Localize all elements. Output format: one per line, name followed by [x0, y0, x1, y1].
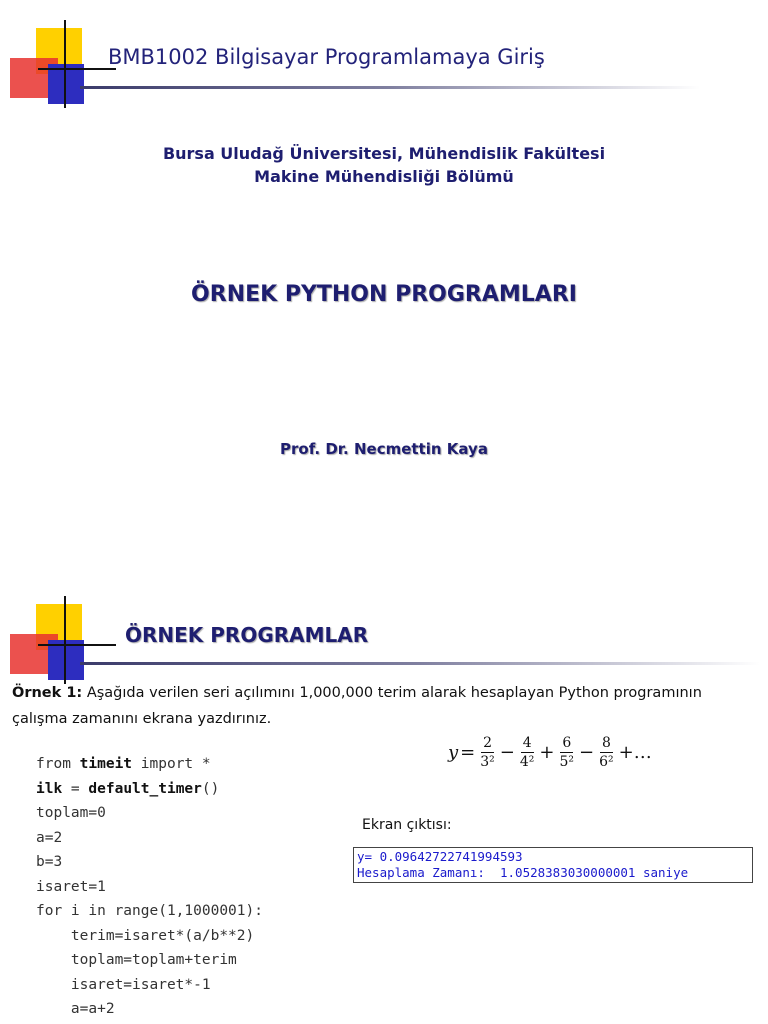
code-line: [36, 850, 263, 875]
formula-fraction: [520, 734, 535, 771]
code-text: from: [36, 756, 80, 772]
code-keyword: default_timer: [88, 780, 202, 797]
code-text: (): [201, 780, 220, 797]
task-text: Aşağıda verilen seri açılımını 1,000,000 terim alarak hesaplayan Python programının çalışma zamanını ekrana yazdırınız.: [12, 685, 702, 727]
title-divider: [80, 662, 760, 665]
fraction-denominator: 5²: [559, 753, 575, 770]
formula-equals: =: [460, 741, 476, 763]
formula-operator: −: [579, 741, 595, 763]
fraction-numerator: 2: [483, 734, 492, 751]
code-line: [36, 973, 263, 998]
formula-operator: −: [499, 741, 515, 763]
code-line: [36, 875, 263, 900]
code-line: [36, 997, 263, 1022]
code-text: =: [62, 780, 89, 797]
code-text: a=2: [36, 829, 63, 846]
code-line: [36, 826, 263, 851]
code-line: [36, 899, 263, 924]
fraction-numerator: 6: [562, 734, 572, 751]
slide-title: ÖRNEK PROGRAMLAR: [125, 623, 369, 647]
fraction-denominator: 3²: [480, 753, 495, 770]
task-description: [12, 680, 752, 732]
formula-operator: +: [539, 741, 555, 763]
fraction-denominator: 4²: [519, 753, 535, 770]
code-text: for i in range(1,1000001):: [36, 903, 263, 919]
code-line: [36, 948, 263, 973]
fraction-numerator: 8: [601, 734, 611, 751]
code-text: isaret=1: [36, 878, 106, 895]
code-text: isaret=isaret*-1: [36, 976, 211, 993]
corner-decoration: [10, 20, 120, 130]
main-title: ÖRNEK PYTHON PROGRAMLARI: [191, 282, 577, 307]
code-text: b=3: [36, 854, 63, 870]
fraction-numerator: 4: [522, 734, 532, 751]
output-line: y= 0.09642722741994593: [357, 849, 523, 864]
formula-fraction: [560, 734, 575, 771]
code-line: [36, 752, 263, 777]
code-line: [36, 924, 263, 949]
code-line: [36, 777, 263, 802]
code-text: terim=isaret*(a/b**2): [36, 927, 255, 944]
title-divider: [80, 86, 700, 89]
code-block: [36, 752, 263, 1022]
example-slide: [0, 560, 768, 1024]
university-block: [0, 142, 768, 188]
output-console: [353, 847, 753, 883]
code-text: import *: [132, 756, 211, 772]
university-name: Bursa Uludağ Üniversitesi, Mühendislik Fakültesi: [162, 144, 606, 163]
output-line: Hesaplama Zamanı: 1.0528383030000001 saniye: [357, 865, 689, 880]
course-title: BMB1002 Bilgisayar Programlamaya Giriş: [108, 45, 545, 69]
task-label: Örnek 1:: [12, 685, 83, 701]
code-text: a=a+2: [36, 1001, 115, 1017]
code-text: toplam=toplam+terim: [36, 952, 237, 968]
output-label: Ekran çıktısı:: [362, 817, 452, 833]
code-keyword: timeit: [79, 756, 133, 772]
formula-tail: +…: [618, 741, 652, 763]
code-text: toplam=0: [36, 805, 106, 821]
series-formula: [448, 728, 654, 776]
formula-lhs: y: [448, 741, 459, 763]
formula-fraction: [480, 734, 495, 771]
code-keyword: ilk: [36, 780, 63, 797]
department-name: Makine Mühendisliği Bölümü: [254, 167, 514, 186]
fraction-denominator: 6²: [599, 753, 614, 770]
formula-fraction: [599, 734, 614, 771]
code-line: [36, 801, 263, 826]
author: Prof. Dr. Necmettin Kaya: [280, 440, 488, 458]
